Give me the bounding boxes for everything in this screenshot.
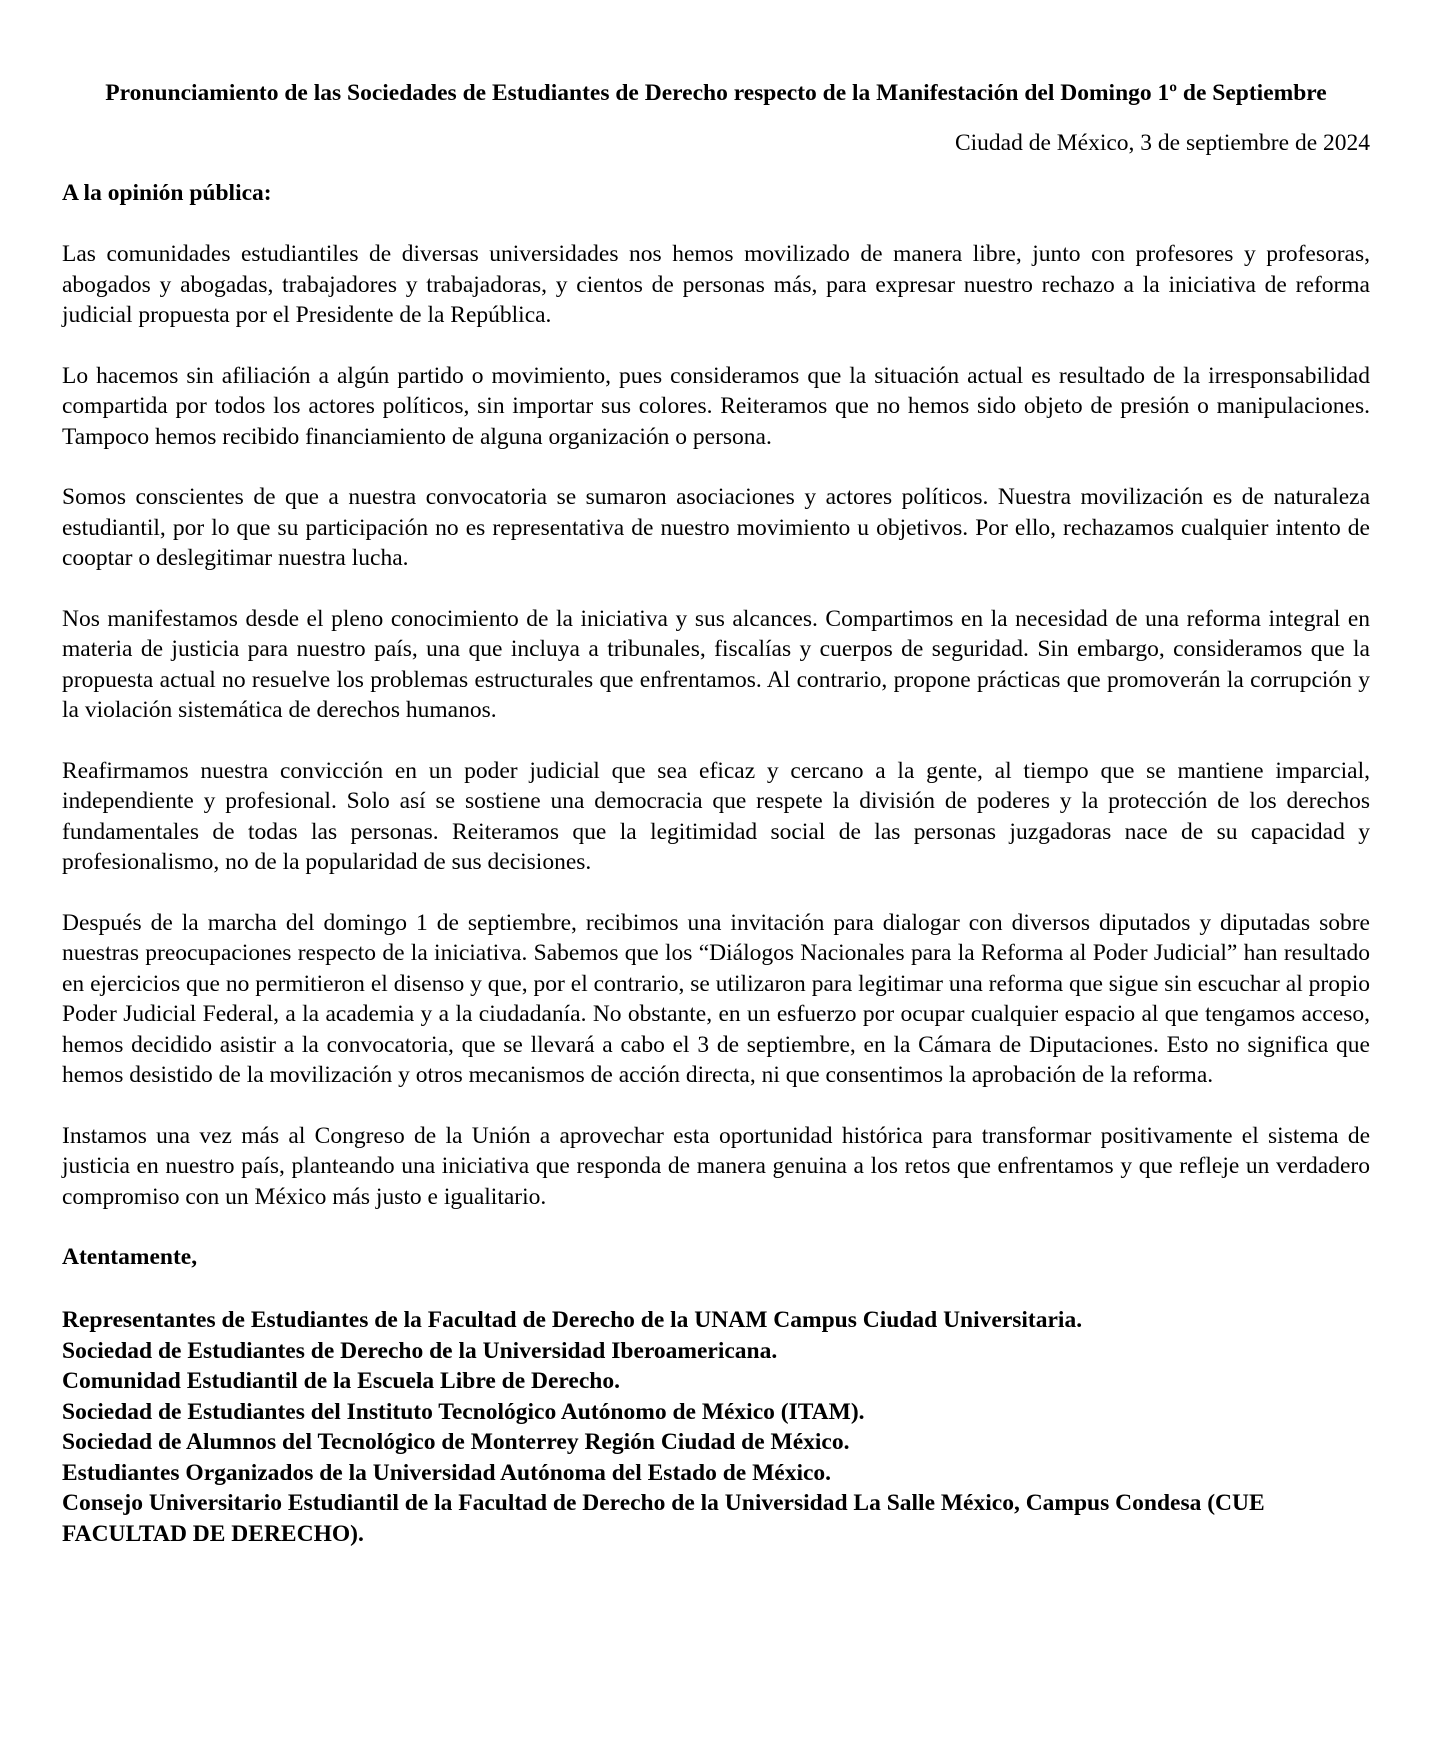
dateline: Ciudad de México, 3 de septiembre de 2024	[954, 130, 1370, 156]
paragraph-5: Reafirmamos nuestra convicción en un poder judicial que sea eficaz y cercano a la gente, al tiempo que se mantiene imparcial, independiente y profesional. Solo así se sostiene una democracia que respete la división de poderes y la protección de los derechos fundamentales de todas las personas. Reiteramos que la legitimidad social de las personas juzgadoras nace de su capacidad y profesionalismo, no de la popularidad de sus decisiones.	[62, 757, 1370, 875]
paragraph-1: Las comunidades estudiantiles de diversas universidades nos hemos movilizado de manera libre, junto con profesores y profesoras, abogados y abogadas, trabajadores y trabajadoras, y cientos de personas más, para expresar nuestro rechazo a la iniciativa de reforma judicial propuesta por el Presidente de la República.	[62, 241, 1370, 328]
salutation: A la opinión pública:	[62, 180, 272, 206]
signatory: Estudiantes Organizados de la Universidad Autónoma del Estado de México.	[62, 1459, 832, 1486]
paragraph-7: Instamos una vez más al Congreso de la Unión a aprovechar esta oportunidad histórica para transformar positivamente el sistema de justicia en nuestro país, planteando una iniciativa que responda de manera genuina a los retos que enfrentamos y que refleje un verdadero compromiso con un México más justo e igualitario.	[62, 1122, 1370, 1210]
document-title: Pronunciamiento de las Sociedades de Estudiantes de Derecho respecto de la Manifestación del Domingo 1º de Septiembre	[105, 80, 1327, 106]
signatory: Comunidad Estudiantil de la Escuela Libre de Derecho.	[62, 1368, 620, 1394]
paragraph-6: Después de la marcha del domingo 1 de septiembre, recibimos una invitación para dialogar con diversos diputados y diputadas sobre nuestras preocupaciones respecto de la iniciativa. Sabemos que los “Diálogos Nacionales para la Reforma al Poder Judicial” han resultado en ejercicios que no permitieron el disenso y que, por el contrario, se utilizaron para legitimar una reforma que sigue sin escuchar al propio Poder Judicial Federal, a la academia y a la ciudadanía. No obstante, en un esfuerzo por ocupar cualquier espacio al que tengamos acceso, hemos decidido asistir a la convocatoria, que se llevará a cabo el 3 de septiembre, en la Cámara de Diputaciones. Esto no significa que hemos desistido de la movilización y otros mecanismos de acción directa, ni que consentimos la aprobación de la reforma.	[62, 909, 1370, 1088]
signatory: Consejo Universitario Estudiantil de la Facultad de Derecho de la Universidad La Salle México, Campus Condesa (CUE FACULTAD DE DERECHO).	[62, 1490, 1265, 1547]
signatory: Representantes de Estudiantes de la Facultad de Derecho de la UNAM Campus Ciudad Universitaria.	[62, 1307, 1083, 1333]
signatory: Sociedad de Estudiantes de Derecho de la Universidad Iberoamericana.	[62, 1337, 778, 1364]
paragraph-3: Somos conscientes de que a nuestra convocatoria se sumaron asociaciones y actores políticos. Nuestra movilización es de naturaleza estudiantil, por lo que su participación no es representativa de nuestro movimiento u objetivos. Por ello, rechazamos cualquier intento de cooptar o deslegitimar nuestra lucha.	[62, 484, 1370, 571]
paragraph-2: Lo hacemos sin afiliación a algún partido o movimiento, pues consideramos que la situación actual es resultado de la irresponsabilidad compartida por todos los actores políticos, sin importar sus colores. Reiteramos que no hemos sido objeto de presión o manipulaciones. Tampoco hemos recibido financiamiento de alguna organización o persona.	[62, 362, 1370, 450]
paragraph-4: Nos manifestamos desde el pleno conocimiento de la iniciativa y sus alcances. Compartimos en la necesidad de una reforma integral en materia de justicia para nuestro país, una que incluya a tribunales, fiscalías y cuerpos de seguridad. Sin embargo, consideramos que la propuesta actual no resuelve los problemas estructurales que enfrentamos. Al contrario, propone prácticas que promoverán la corrupción y la violación sistemática de derechos humanos.	[62, 605, 1370, 723]
signatories-list	[62, 1305, 1370, 1549]
signatory: Sociedad de Estudiantes del Instituto Tecnológico Autónomo de México (ITAM).	[62, 1398, 865, 1425]
closing: Atentamente,	[62, 1244, 198, 1270]
document-page	[62, 78, 1370, 1549]
signatory: Sociedad de Alumnos del Tecnológico de Monterrey Región Ciudad de México.	[62, 1429, 850, 1455]
